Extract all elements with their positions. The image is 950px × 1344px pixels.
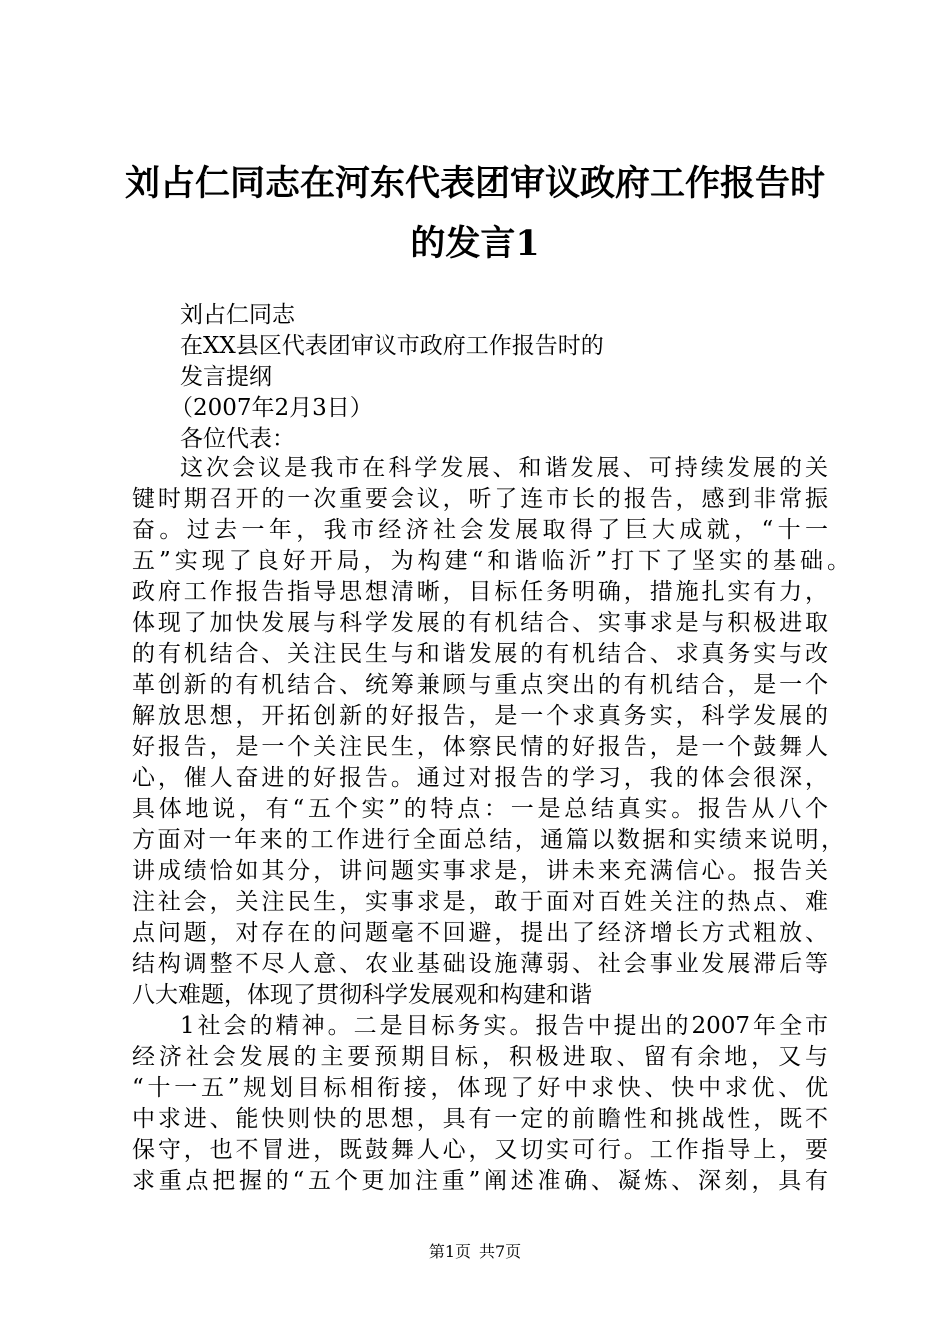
body-line: 求重点把握的“五个更加注重”阐述准确、凝炼、深刻，具有 xyxy=(132,1168,828,1194)
page-total: 共7页 xyxy=(479,1242,522,1261)
body-line: 讲成绩恰如其分，讲问题实事求是，讲未来充满信心。报告关 xyxy=(132,858,828,884)
body-line: 具体地说，有“五个实”的特点：一是总结真实。报告从八个 xyxy=(132,796,828,822)
salutation-line: 各位代表： xyxy=(180,426,295,452)
document-title-line-2: 的发言1 xyxy=(410,223,540,264)
body-line: 1社会的精神。二是目标务实。报告中提出的2007年全市 xyxy=(180,1013,828,1039)
body-line: 这次会议是我市在科学发展、和谐发展、可持续发展的关 xyxy=(180,455,828,481)
subtitle-line-2: 发言提纲 xyxy=(180,364,272,390)
document-title-line-1: 刘占仁同志在河东代表团审议政府工作报告时 xyxy=(124,163,825,204)
body-line: 政府工作报告指导思想清晰，目标任务明确，措施扎实有力， xyxy=(132,579,828,605)
body-line: 键时期召开的一次重要会议，听了连市长的报告，感到非常振 xyxy=(132,486,828,512)
body-line: 好报告，是一个关注民生，体察民情的好报告，是一个鼓舞人 xyxy=(132,734,828,760)
body-line: 革创新的有机结合、统筹兼顾与重点突出的有机结合，是一个 xyxy=(132,672,828,698)
body-line: 保守，也不冒进，既鼓舞人心，又切实可行。工作指导上，要 xyxy=(132,1137,828,1163)
body-line: 方面对一年来的工作进行全面总结，通篇以数据和实绩来说明， xyxy=(132,827,844,853)
body-line: 注社会，关注民生，实事求是，敢于面对百姓关注的热点、难 xyxy=(132,889,828,915)
date-line: （2007年2月3日） xyxy=(170,395,373,421)
body-line: 心，催人奋进的好报告。通过对报告的学习，我的体会很深， xyxy=(132,765,828,791)
body-line: 中求进、能快则快的思想，具有一定的前瞻性和挑战性，既不 xyxy=(132,1106,828,1132)
body-line: 解放思想，开拓创新的好报告，是一个求真务实，科学发展的 xyxy=(132,703,828,729)
body-line: 奋。过去一年，我市经济社会发展取得了巨大成就，“十一 xyxy=(132,517,828,543)
author-line: 刘占仁同志 xyxy=(180,302,295,328)
page-number: 第1页 xyxy=(428,1242,471,1261)
body-line: 的有机结合、关注民生与和谐发展的有机结合、求真务实与改 xyxy=(132,641,828,667)
body-line: 经济社会发展的主要预期目标，积极进取、留有余地，又与 xyxy=(132,1044,828,1070)
body-line: 八大难题，体现了贯彻科学发展观和构建和谐 xyxy=(132,982,592,1008)
subtitle-line-1: 在XX县区代表团审议市政府工作报告时的 xyxy=(180,333,604,359)
body-line: “十一五”规划目标相衔接，体现了好中求快、快中求优、优 xyxy=(132,1075,828,1101)
page-footer xyxy=(0,1242,950,1262)
body-line: 结构调整不尽人意、农业基础设施薄弱、社会事业发展滞后等 xyxy=(132,951,828,977)
body-line: 五”实现了良好开局，为构建“和谐临沂”打下了坚实的基础。 xyxy=(132,548,850,574)
body-line: 点问题，对存在的问题毫不回避，提出了经济增长方式粗放、 xyxy=(132,920,828,946)
body-line: 体现了加快发展与科学发展的有机结合、实事求是与积极进取 xyxy=(132,610,828,636)
